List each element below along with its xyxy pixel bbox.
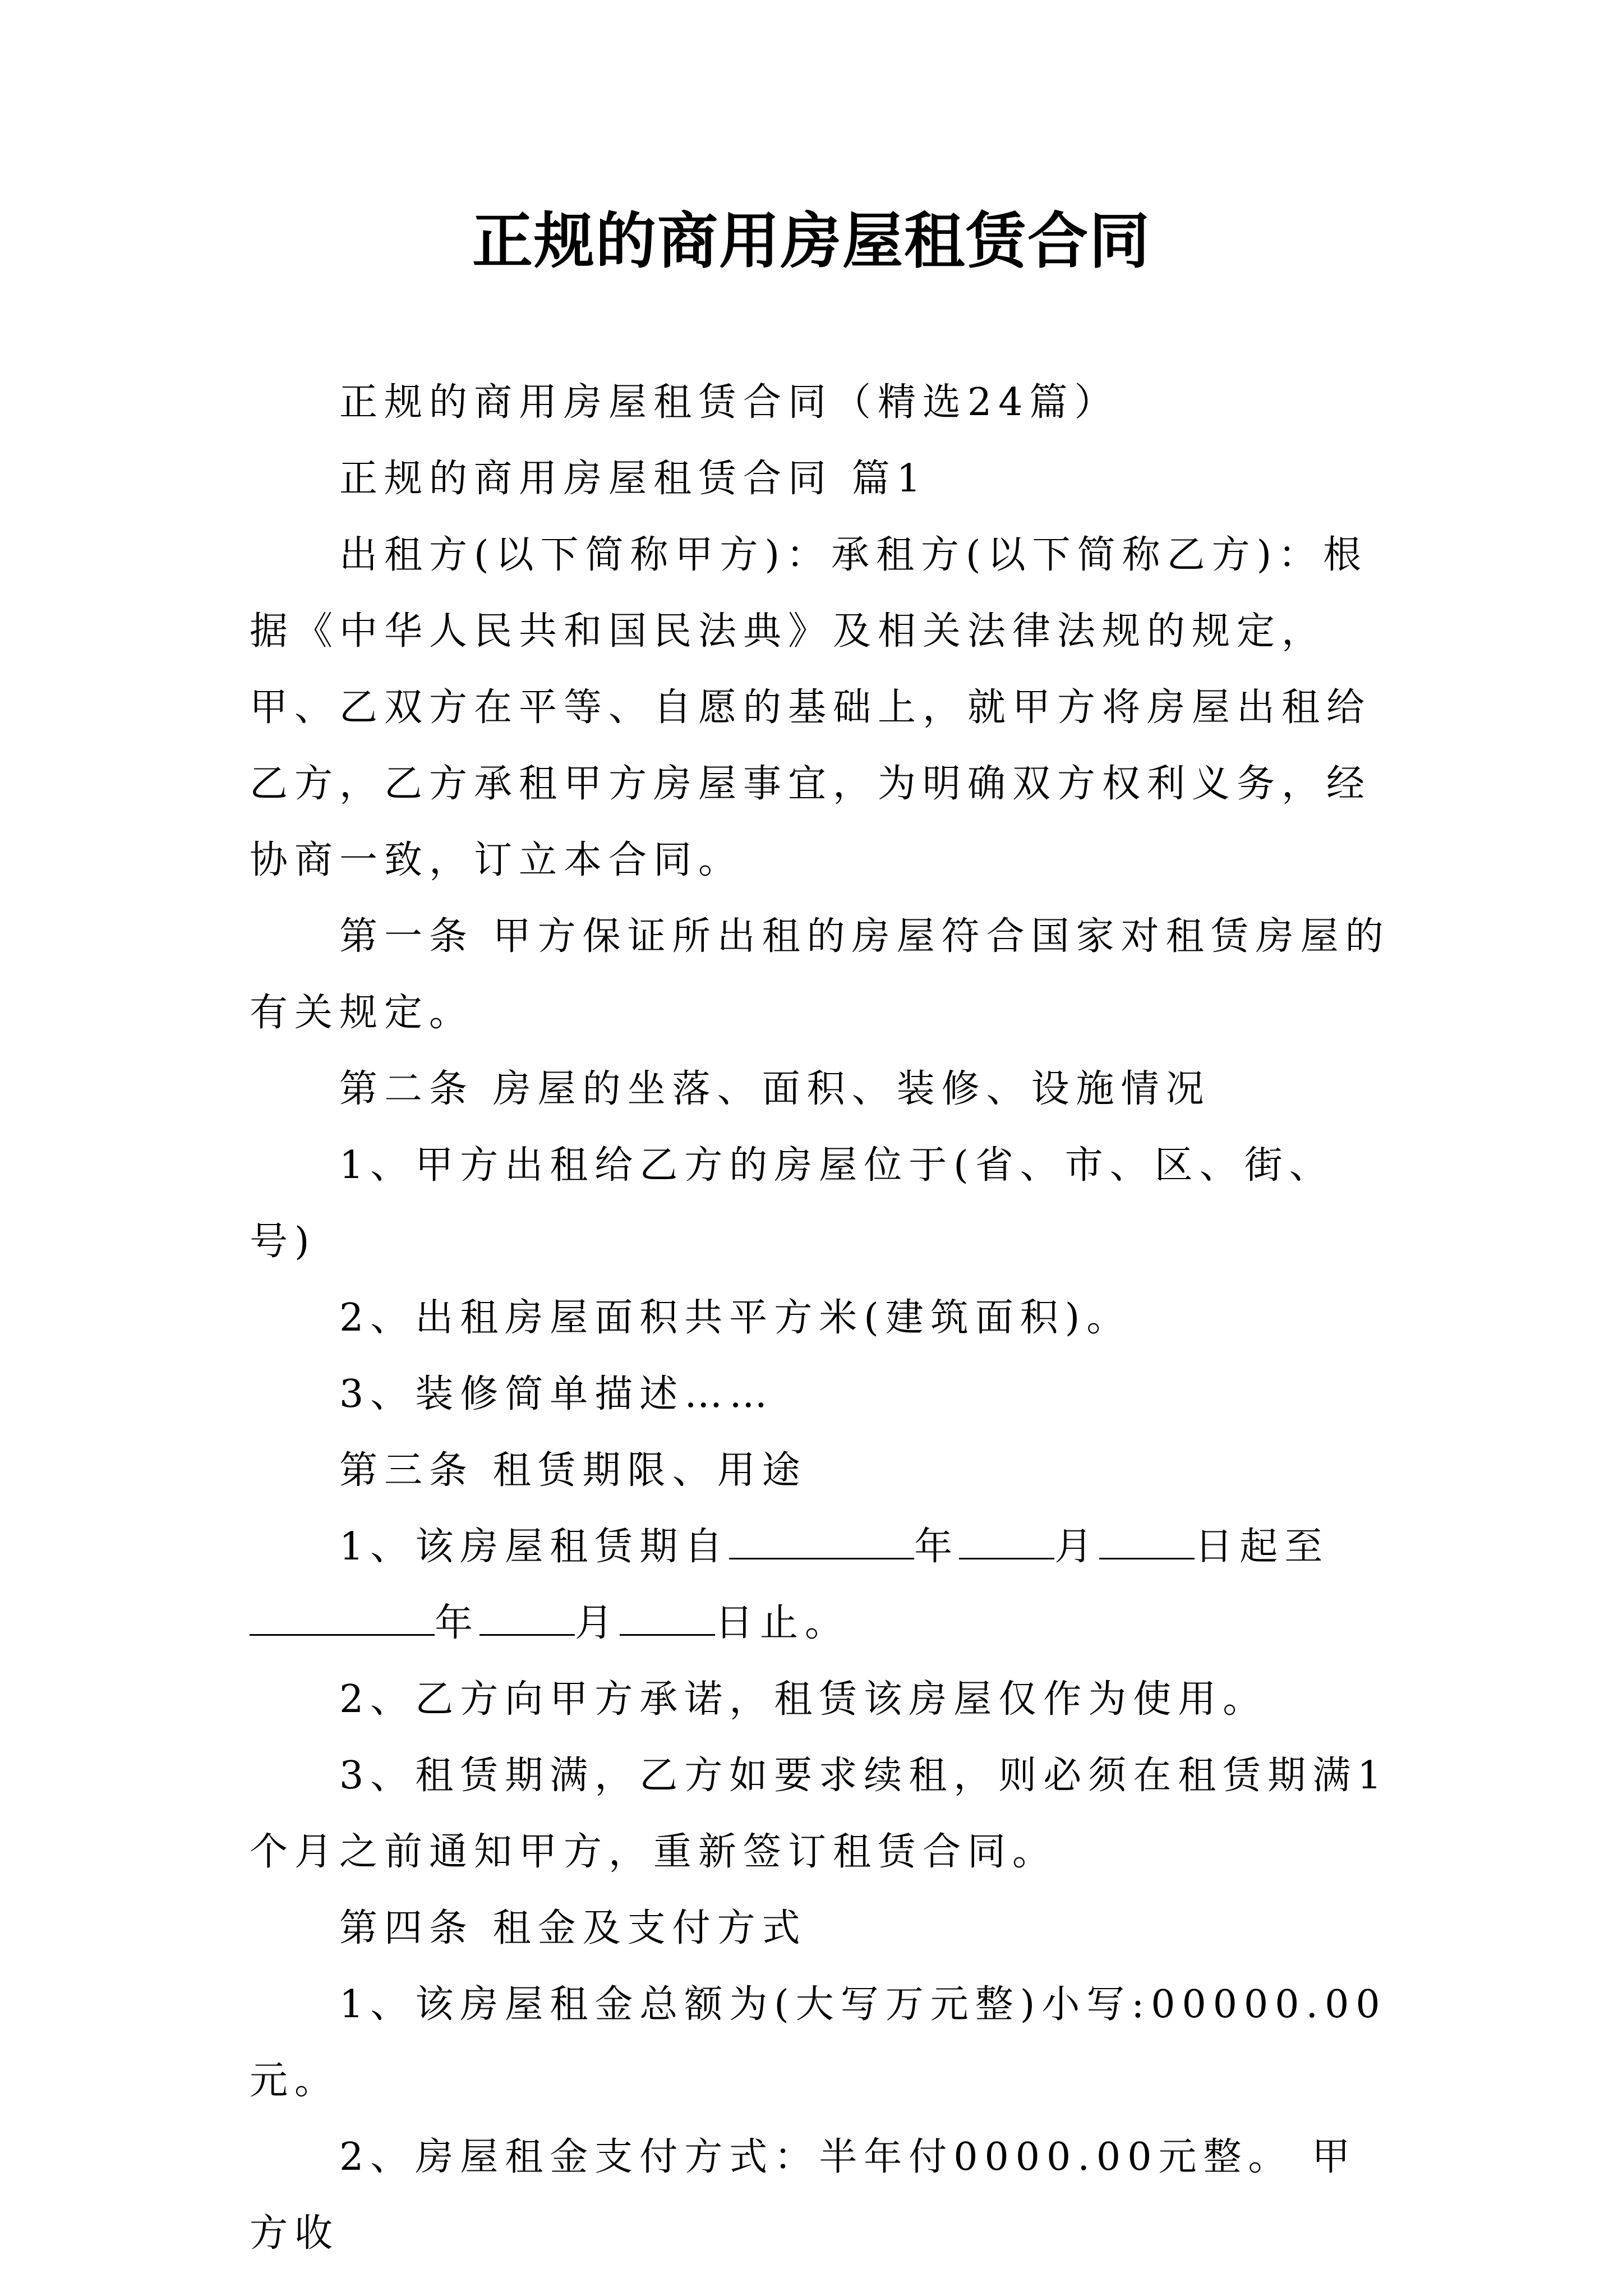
blank-start-day bbox=[1099, 1524, 1195, 1559]
term-prefix: 1、该房屋租赁期自 bbox=[339, 1525, 730, 1569]
article-3-item-2: 2、乙方向甲方承诺，租赁该房屋仅作为使用。 bbox=[339, 1677, 1268, 1722]
article-4-item-1: 1、该房屋租金总额为(大写万元整)小写:00000.00元。 bbox=[250, 1982, 1387, 2103]
blank-end-year bbox=[250, 1600, 435, 1636]
term-year-label: 年 bbox=[914, 1525, 960, 1569]
article-2-item-1: 1、甲方出租给乙方的房屋位于(省、市、区、街、号) bbox=[250, 1143, 1334, 1264]
article-2-item-2: 2、出租房屋面积共平方米(建筑面积)。 bbox=[339, 1296, 1132, 1340]
document-title: 正规的商用房屋租赁合同 bbox=[472, 206, 1151, 277]
subtitle: 正规的商用房屋租赁合同（精选24篇） bbox=[339, 380, 1119, 425]
blank-start-year bbox=[729, 1524, 914, 1559]
article-4-item-2: 2、房屋租金支付方式：半年付0000.00元整。 甲方收 bbox=[250, 2135, 1357, 2256]
term-year2-label: 年 bbox=[435, 1601, 480, 1645]
article-3-item-3: 3、租赁期满，乙方如要求续租，则必须在租赁期满1个月之前通知甲方，重新签订租赁合同。 bbox=[250, 1754, 1389, 1874]
article-4-heading: 第四条 租金及支付方式 bbox=[339, 1906, 807, 1950]
blank-start-month bbox=[959, 1524, 1054, 1559]
article-1: 第一条 甲方保证所出租的房屋符合国家对租赁房屋的有关规定。 bbox=[250, 914, 1390, 1035]
article-3-heading: 第三条 租赁期限、用途 bbox=[339, 1448, 807, 1493]
section-heading: 正规的商用房屋租赁合同 篇1 bbox=[339, 457, 928, 501]
intro-paragraph: 出租方(以下简称甲方)：承租方(以下简称乙方)：根据《中华人民共和国民法典》及相关法律法规的规定，甲、乙双方在平等、自愿的基础上，就甲方将房屋出租给乙方，乙方承租甲方房屋事宜，为明确双方权利义务，经协商一致，订立本合同。 bbox=[250, 533, 1372, 882]
article-2-item-3: 3、装修简单描述…… bbox=[339, 1372, 774, 1416]
term-month-label: 月 bbox=[1054, 1525, 1100, 1569]
document-body bbox=[250, 365, 1394, 2272]
article-2-heading: 第二条 房屋的坐落、面积、装修、设施情况 bbox=[339, 1067, 1211, 1111]
term-day-to-label: 日止。 bbox=[715, 1601, 850, 1645]
blank-end-day bbox=[620, 1600, 715, 1636]
blank-end-month bbox=[479, 1600, 575, 1636]
term-day-from-label: 日起至 bbox=[1195, 1525, 1330, 1569]
term-month2-label: 月 bbox=[575, 1601, 620, 1645]
article-3-item-1 bbox=[250, 1509, 1394, 1662]
